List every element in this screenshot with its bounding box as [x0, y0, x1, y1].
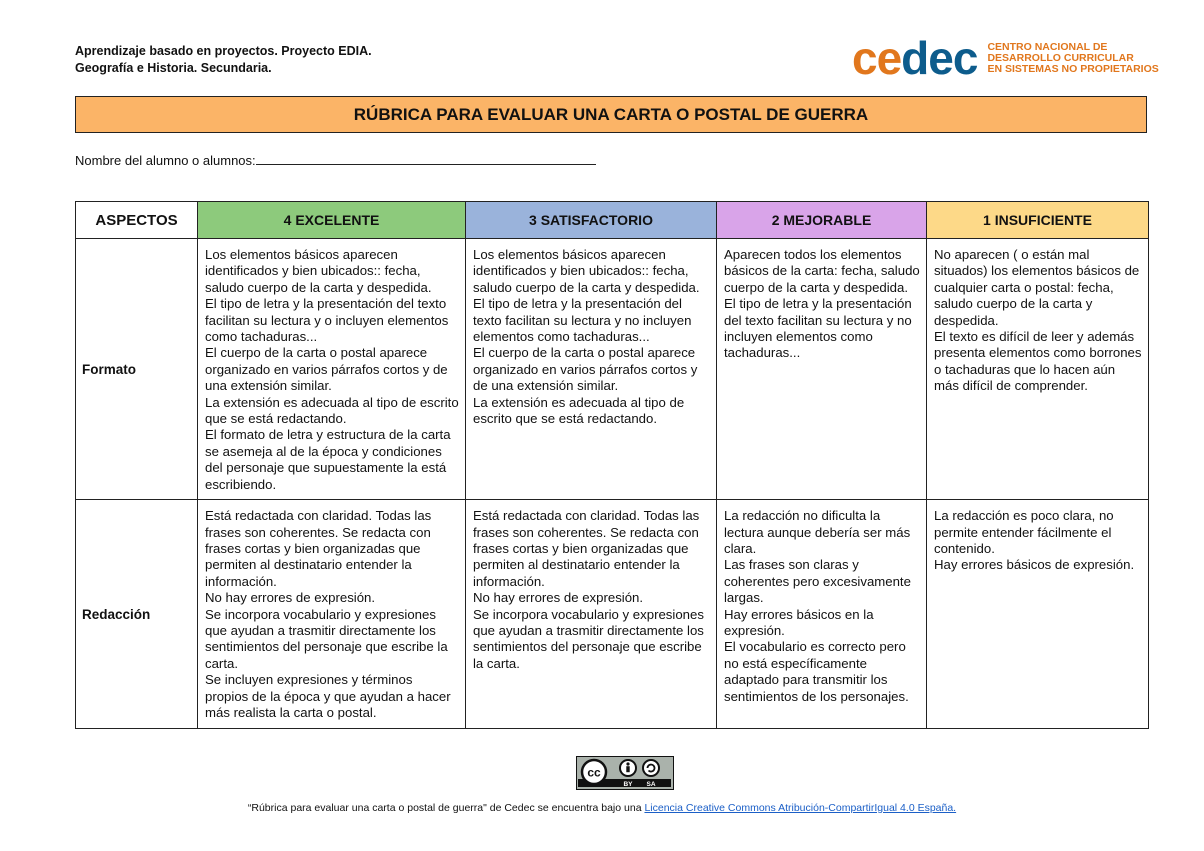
header-level-1: 1 INSUFICIENTE [927, 202, 1149, 239]
table-row [76, 500, 1149, 729]
criterion-cell: Los elementos básicos aparecen identificados y bien ubicados:: fecha, saludo cuerpo de la carta y despedida. El tipo de letra y la presentación del texto facilitan su lectura y no incluyen elementos como tachaduras... El cuerpo de la carta o postal aparece organizado en varios párrafos cortos y de una extensión similar. La extensión es adecuada al tipo de escrito que se está redactando. [466, 239, 717, 500]
criterion-cell: Aparecen todos los elementos básicos de la carta: fecha, saludo cuerpo de la carta y despedida. El tipo de letra y la presentación del texto facilitan su lectura y no incluyen elementos como tachaduras... [717, 239, 927, 500]
student-name-label: Nombre del alumno o alumnos: [75, 153, 256, 168]
student-name-blank [256, 152, 596, 165]
svg-text:BY: BY [623, 781, 633, 788]
header-level-4: 4 EXCELENTE [198, 202, 466, 239]
logo-subtitle: CENTRO NACIONAL DE DESARROLLO CURRICULAR EN SISTEMAS NO PROPIETARIOS [987, 40, 1159, 75]
rubric-table [75, 201, 1149, 729]
criterion-cell: Está redactada con claridad. Todas las frases son coherentes. Se redacta con frases cortas y bien organizadas que permiten al destinatario entender la información. No hay errores de expresión. Se incorpora vocabulario y expresiones que ayudan a trasmitir directamente los sentimientos del personaje que escribe la carta. [466, 500, 717, 729]
svg-text:cc: cc [587, 765, 601, 780]
svg-text:SA: SA [646, 781, 656, 788]
license-link[interactable]: Licencia Creative Commons Atribución-CompartirIgual 4.0 España. [644, 802, 957, 814]
header-line-2: Geografía e Historia. Secundaria. [75, 61, 272, 75]
aspect-cell: Formato [76, 239, 198, 500]
criterion-cell: Los elementos básicos aparecen identificados y bien ubicados:: fecha, saludo cuerpo de la carta y despedida. El tipo de letra y la presentación del texto facilitan su lectura y o incluyen elementos como tachaduras... El cuerpo de la carta o postal aparece organizado en varios párrafos cortos y de una extensión similar. La extensión es adecuada al tipo de escrito que se está redactando. El formato de letra y estructura de la carta se asemeja al de la época y condiciones del personaje que supuestamente la está escribiendo. [198, 239, 466, 500]
license-footer [0, 802, 1204, 814]
header-level-2: 2 MEJORABLE [717, 202, 927, 239]
criterion-cell: No aparecen ( o están mal situados) los elementos básicos de cualquier carta o postal: fecha, saludo cuerpo de la carta y despedida. El texto es difícil de leer y además presenta elementos como borrones o tachaduras que lo hacen aún más difícil de comprender. [927, 239, 1149, 500]
cc-by-sa-badge[interactable] [576, 756, 674, 790]
table-row [76, 239, 1149, 500]
criterion-cell: La redacción no dificulta la lectura aunque debería ser más clara. Las frases son claras y coherentes pero excesivamente largas. Hay errores básicos en la expresión. El vocabulario es correcto pero no está específicamente adaptado para transmitir los sentimientos de los personajes. [717, 500, 927, 729]
rubric-header-row [76, 202, 1149, 239]
student-name-field [75, 152, 596, 168]
criterion-cell: La redacción es poco clara, no permite entender fácilmente el contenido. Hay errores básicos de expresión. [927, 500, 1149, 729]
cedec-logo [852, 33, 1159, 83]
header-line-1: Aprendizaje basado en proyectos. Proyecto EDIA. [75, 44, 372, 58]
page-title: RÚBRICA PARA EVALUAR UNA CARTA O POSTAL DE GUERRA [75, 96, 1147, 133]
document-header [75, 43, 372, 77]
cc-license-icon [577, 757, 672, 788]
aspect-cell: Redacción [76, 500, 198, 729]
logo-wordmark: cedec [852, 32, 978, 84]
license-text: “Rúbrica para evaluar una carta o postal de guerra" de Cedec se encuentra bajo una [247, 802, 645, 814]
header-level-3: 3 SATISFACTORIO [466, 202, 717, 239]
criterion-cell: Está redactada con claridad. Todas las frases son coherentes. Se redacta con frases cortas y bien organizadas que permiten al destinatario entender la información. No hay errores de expresión. Se incorpora vocabulario y expresiones que ayudan a trasmitir directamente los sentimientos del personaje que escribe la carta. Se incluyen expresiones y términos propios de la época y que ayudan a hacer más realista la carta o postal. [198, 500, 466, 729]
header-aspects: ASPECTOS [76, 202, 198, 239]
